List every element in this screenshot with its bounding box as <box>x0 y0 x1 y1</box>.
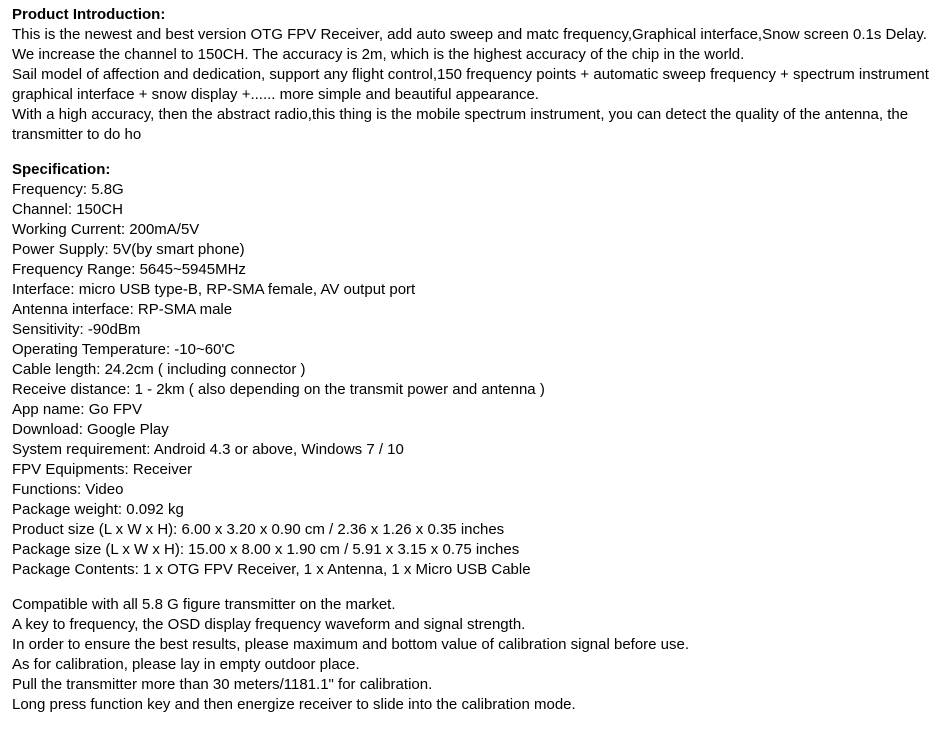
intro-paragraph: We increase the channel to 150CH. The accuracy is 2m, which is the highest accuracy of the chip in the world. <box>12 46 745 63</box>
spec-item: Receive distance: 1 - 2km ( also depending on the transmit power and antenna ) <box>12 381 545 398</box>
intro-paragraph: This is the newest and best version OTG FPV Receiver, add auto sweep and matc frequency,Graphical interface,Snow screen 0.1s Delay. <box>12 26 927 43</box>
spec-item: Antenna interface: RP-SMA male <box>12 301 233 318</box>
spec-item: FPV Equipments: Receiver <box>12 461 193 478</box>
spec-item: Download: Google Play <box>12 421 169 438</box>
product-description <box>12 5 932 715</box>
spec-item: Power Supply: 5V(by smart phone) <box>12 241 245 258</box>
product-introduction-heading: Product Introduction: <box>12 6 166 23</box>
usage-note: Pull the transmitter more than 30 meters/1181.1" for calibration. <box>12 676 433 693</box>
product-introduction-section <box>12 5 932 145</box>
usage-note: A key to frequency, the OSD display frequency waveform and signal strength. <box>12 616 526 633</box>
spec-item: Working Current: 200mA/5V <box>12 221 200 238</box>
spec-item: Interface: micro USB type-B, RP-SMA female, AV output port <box>12 281 416 298</box>
spec-item: Channel: 150CH <box>12 201 123 218</box>
usage-notes-section <box>12 595 932 715</box>
spec-item: Package Contents: 1 x OTG FPV Receiver, 1 x Antenna, 1 x Micro USB Cable <box>12 561 531 578</box>
intro-paragraph: With a high accuracy, then the abstract radio,this thing is the mobile spectrum instrument, you can detect the quality of the antenna, the transmitter to do ho <box>12 106 909 143</box>
usage-note: As for calibration, please lay in empty outdoor place. <box>12 656 360 673</box>
spec-item: Sensitivity: -90dBm <box>12 321 141 338</box>
intro-paragraph: Sail model of affection and dedication, support any flight control,150 frequency points + automatic sweep frequency + spectrum instrument graphical interface + snow display +...... more simple and beautiful appearance. <box>12 66 929 103</box>
spec-item: Operating Temperature: -10~60'C <box>12 341 236 358</box>
spec-item: Frequency Range: 5645~5945MHz <box>12 261 246 278</box>
specification-section <box>12 160 932 580</box>
specification-heading: Specification: <box>12 161 111 178</box>
spec-item: Cable length: 24.2cm ( including connector ) <box>12 361 306 378</box>
usage-note: Long press function key and then energize receiver to slide into the calibration mode. <box>12 696 576 713</box>
spec-item: Product size (L x W x H): 6.00 x 3.20 x 0.90 cm / 2.36 x 1.26 x 0.35 inches <box>12 521 505 538</box>
usage-note: Compatible with all 5.8 G figure transmitter on the market. <box>12 596 396 613</box>
spec-item: Functions: Video <box>12 481 124 498</box>
specification-list <box>12 180 932 580</box>
spec-item: Package size (L x W x H): 15.00 x 8.00 x 1.90 cm / 5.91 x 3.15 x 0.75 inches <box>12 541 520 558</box>
spec-item: App name: Go FPV <box>12 401 143 418</box>
spec-item: System requirement: Android 4.3 or above, Windows 7 / 10 <box>12 441 404 458</box>
usage-note: In order to ensure the best results, please maximum and bottom value of calibration signal before use. <box>12 636 690 653</box>
spec-item: Frequency: 5.8G <box>12 181 124 198</box>
spec-item: Package weight: 0.092 kg <box>12 501 184 518</box>
